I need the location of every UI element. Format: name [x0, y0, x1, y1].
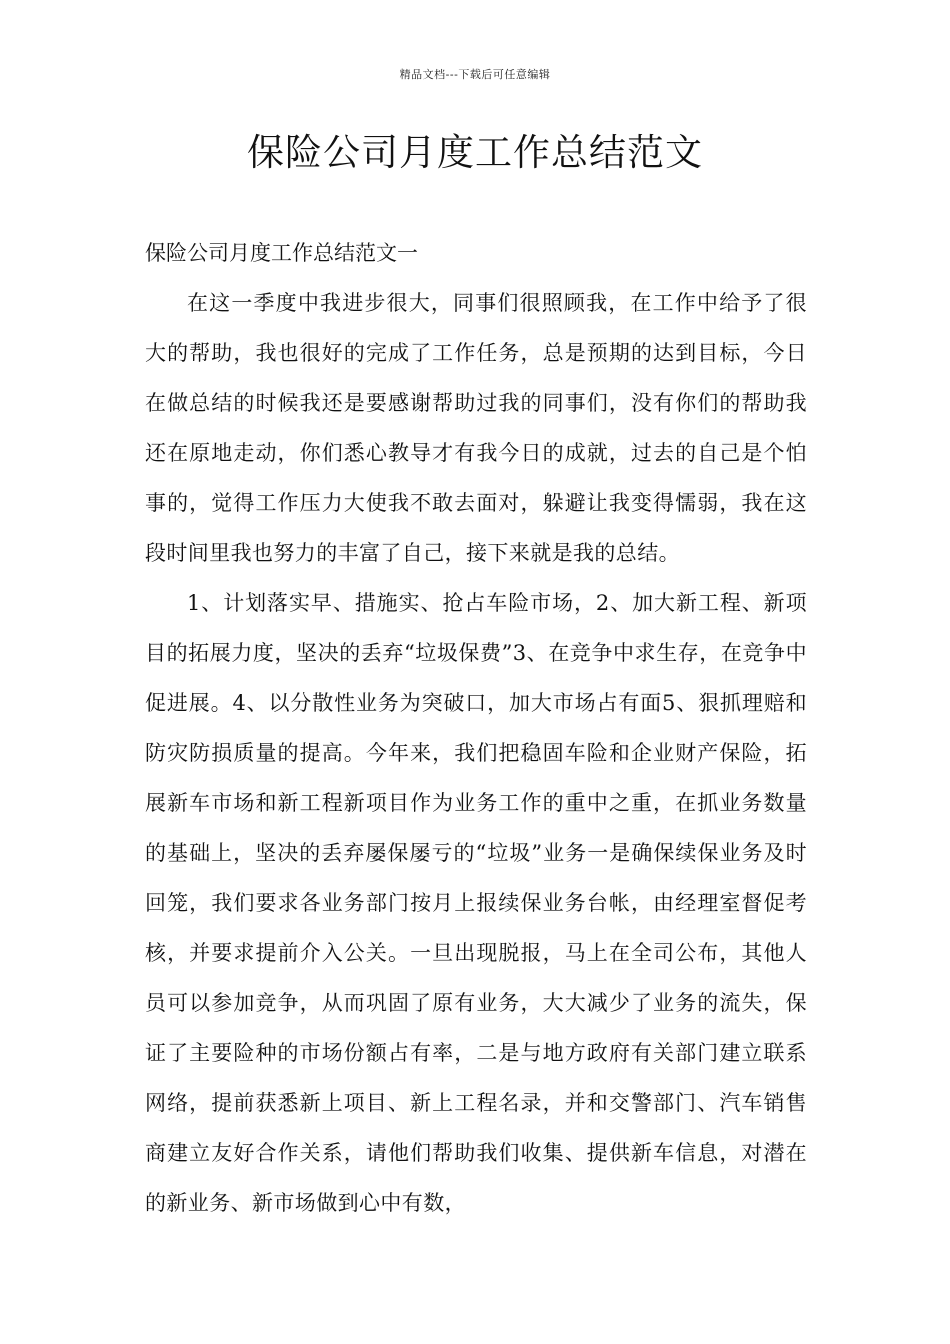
paragraph-1: 在这一季度中我进步很大，同事们很照顾我，在工作中给予了很大的帮助，我也很好的完成了工作任务，总是预期的达到目标，今日在做总结的时候我还是要感谢帮助过我的同事们，没有你们的帮助我还在原地走动，你们悉心教导才有我今日的成就，过去的自己是个怕事的，觉得工作压力大使我不敢去面对，躲避让我变得懦弱，我在这段时间里我也努力的丰富了自己，接下来就是我的总结。	[145, 291, 807, 565]
paragraph-2: 1、计划落实早、措施实、抢占车险市场，2、加大新工程、新项目的拓展力度，坚决的丢弃“垃圾保费”3、在竞争中求生存，在竞争中促进展。4、以分散性业务为突破口，加大市场占有面5、狠抓理赔和防灾防损质量的提高。今年来，我们把稳固车险和企业财产保险，拓展新车市场和新工程新项目作为业务工作的重中之重，在抓业务数量的基础上，坚决的丢弃屡保屡亏的“垃圾”业务一是确保续保业务及时回笼，我们要求各业务部门按月上报续保业务台帐，由经理室督促考核，并要求提前介入公关。一旦出现脱报，马上在全司公布，其他人员可以参加竞争，从而巩固了原有业务，大大减少了业务的流失，保证了主要险种的市场份额占有率，二是与地方政府有关部门建立联系网络，提前获悉新上项目、新上工程名录，并和交警部门、汽车销售商建立友好合作关系，请他们帮助我们收集、提供新车信息，对潜在的新业务、新市场做到心中有数，	[145, 591, 807, 1215]
document-title: 保险公司月度工作总结范文	[247, 131, 703, 174]
header-note: 精品文档---下载后可任意编辑	[399, 68, 551, 81]
body-text	[145, 278, 807, 1228]
section-subtitle: 保险公司月度工作总结范文一	[145, 241, 418, 265]
